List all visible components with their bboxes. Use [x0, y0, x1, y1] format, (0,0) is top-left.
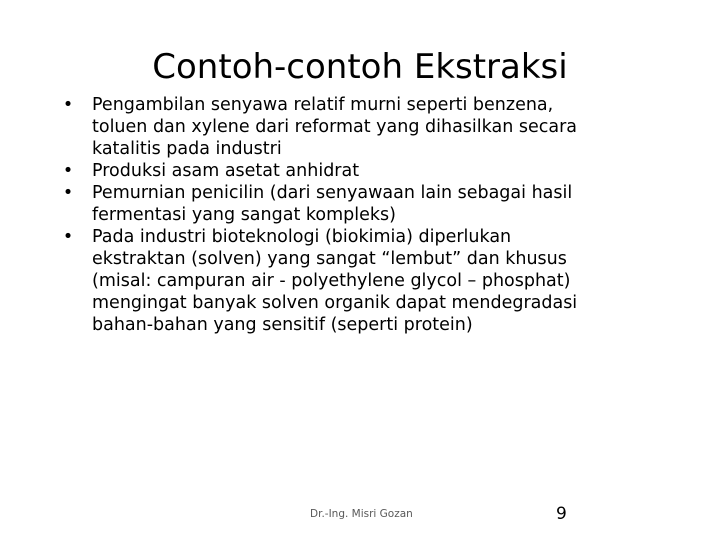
bullet-icon: •	[62, 161, 74, 181]
bullet-text-line: katalitis pada industri	[92, 139, 282, 159]
bullet-icon: •	[62, 227, 74, 247]
bullet-text-line: Produksi asam asetat anhidrat	[92, 161, 360, 181]
footer-author: Dr.-Ing. Misri Gozan	[310, 508, 413, 520]
bullet-text-line: toluen dan xylene dari reformat yang dihasilkan secara	[92, 117, 577, 137]
bullet-item	[58, 160, 658, 182]
bullet-text-line: (misal: campuran air - polyethylene glycol – phosphat)	[92, 271, 571, 291]
slide-title: Contoh-contoh Ekstraksi	[152, 47, 568, 87]
bullet-text-line: mengingat banyak solven organik dapat mendegradasi	[92, 293, 578, 313]
bullet-item	[58, 182, 658, 226]
page-number: 9	[556, 504, 567, 524]
bullet-list	[58, 94, 658, 336]
bullet-text-line: bahan-bahan yang sensitif (seperti protein)	[92, 315, 473, 335]
bullet-text-line: Pengambilan senyawa relatif murni seperti benzena,	[92, 95, 554, 115]
bullet-icon: •	[62, 95, 74, 115]
bullet-text-line: ekstraktan (solven) yang sangat “lembut” dan khusus	[92, 249, 567, 269]
bullet-item	[58, 226, 658, 336]
bullet-text-line: Pemurnian penicilin (dari senyawaan lain sebagai hasil	[92, 183, 573, 203]
bullet-icon: •	[62, 183, 74, 203]
bullet-text-line: Pada industri bioteknologi (biokimia) diperlukan	[92, 227, 512, 247]
bullet-text-line: fermentasi yang sangat kompleks)	[92, 205, 396, 225]
bullet-item	[58, 94, 658, 160]
